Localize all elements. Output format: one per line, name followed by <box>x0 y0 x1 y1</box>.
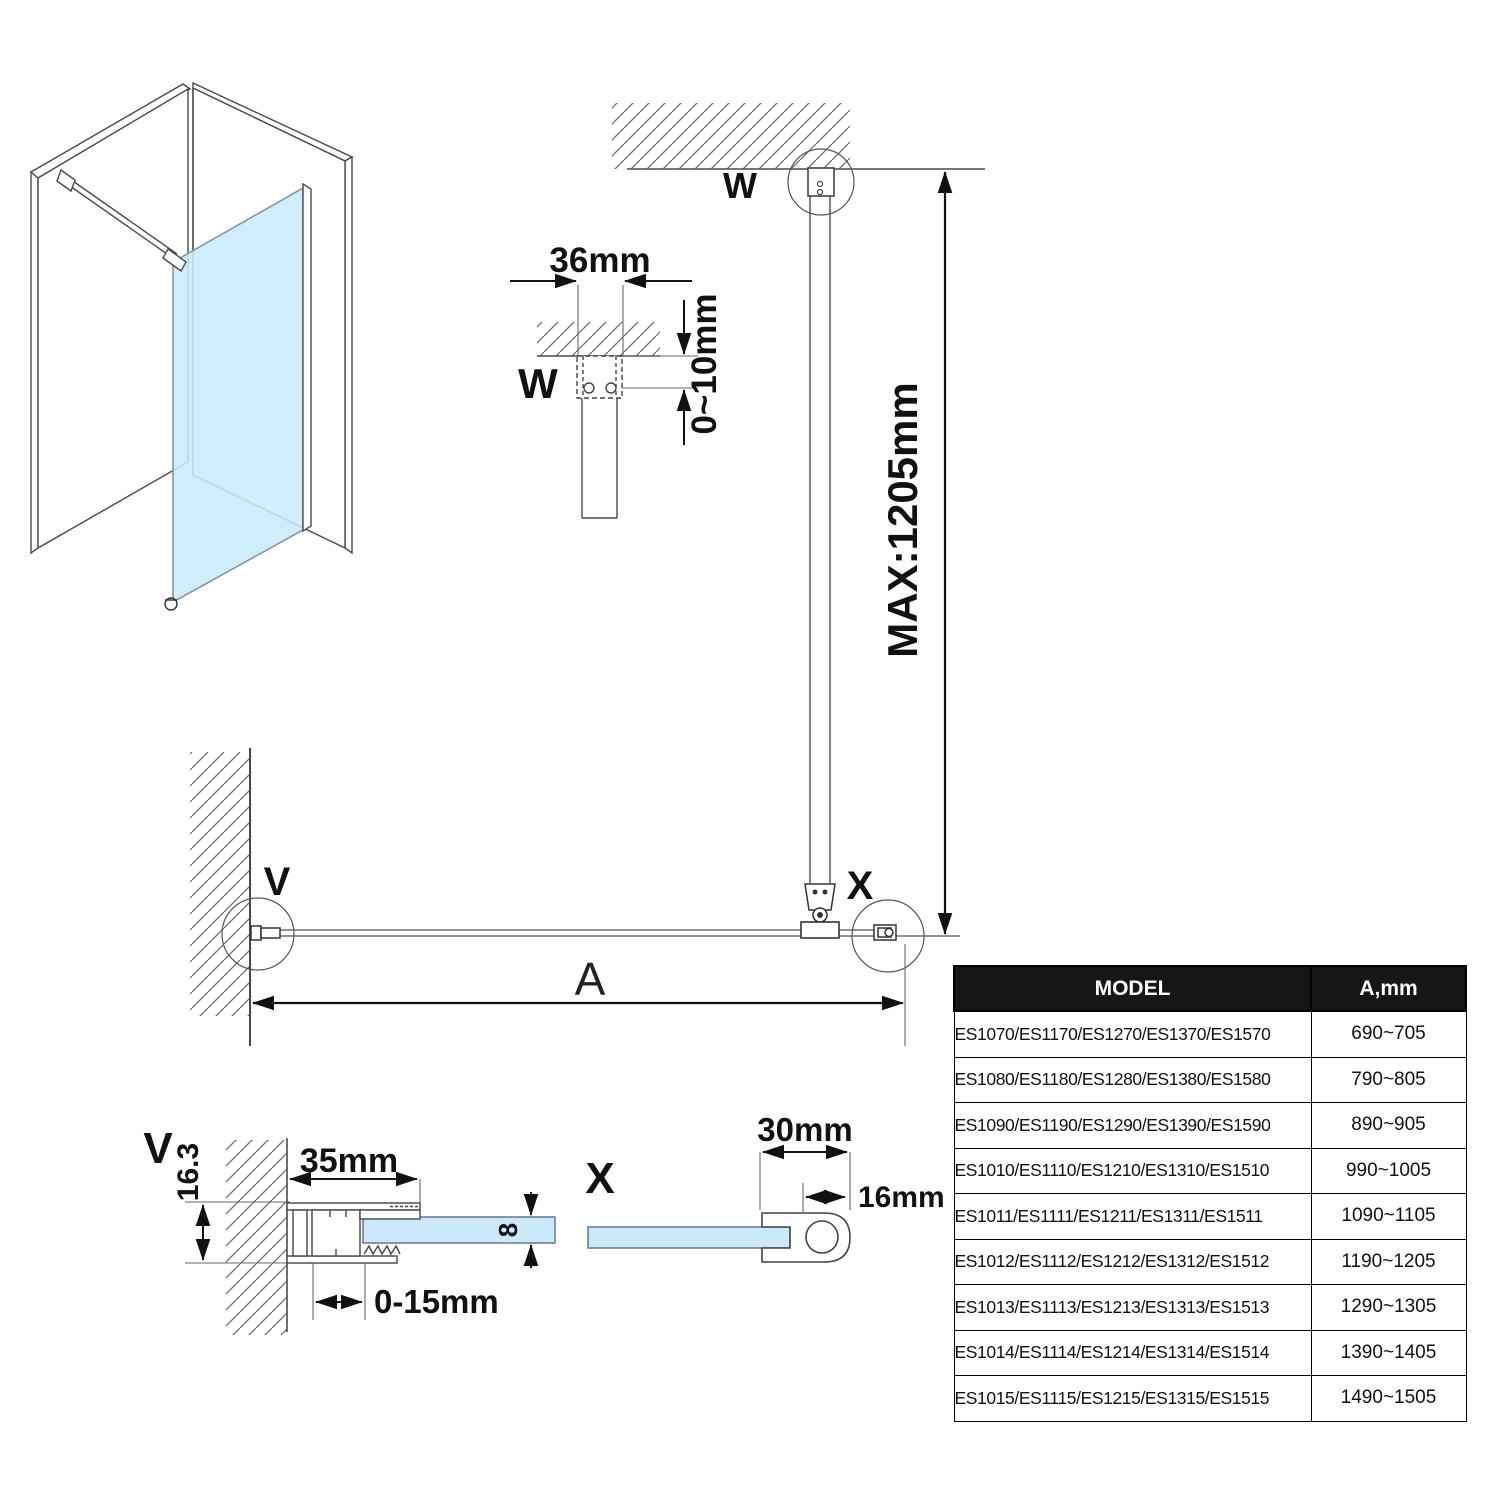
model-size-table <box>953 965 1465 1422</box>
a-range: 690~705 <box>1311 1011 1466 1057</box>
a-range: 990~1005 <box>1311 1148 1466 1194</box>
a-range: 1490~1505 <box>1311 1376 1466 1422</box>
table-row <box>954 1103 1466 1149</box>
glass-section-v <box>363 1217 555 1243</box>
detail-w-enlarged <box>510 241 724 518</box>
left-wall-side <box>31 172 38 553</box>
table-row <box>954 1376 1466 1422</box>
table-row <box>954 1239 1466 1285</box>
table-row <box>954 1194 1466 1240</box>
model-codes: ES1011/ES1111/ES1211/ES1311/ES1511 <box>954 1194 1311 1240</box>
a-range: 1290~1305 <box>1311 1285 1466 1331</box>
elevation-view <box>612 103 985 934</box>
plan-v-label: V <box>263 860 291 904</box>
dim-label-0-10mm: 0~10mm <box>685 293 724 435</box>
dim-label-36mm: 36mm <box>549 241 651 280</box>
bracket-screw-hole <box>584 383 594 393</box>
dim-label-max-1205mm: MAX:1205mm <box>879 382 926 658</box>
a-range: 1090~1105 <box>1311 1194 1466 1240</box>
detail-v-label: V <box>143 1124 173 1173</box>
model-codes: ES1080/ES1180/ES1280/ES1380/ES1580 <box>954 1057 1311 1103</box>
model-codes: ES1070/ES1170/ES1270/ES1370/ES1570 <box>954 1011 1311 1057</box>
col-header-model: MODEL <box>954 966 1311 1011</box>
wall-hatch-plan <box>190 752 250 1016</box>
ceiling-hatch <box>612 103 850 169</box>
isometric-overview <box>31 83 352 610</box>
dim-label-8: 8 <box>493 1222 523 1238</box>
wall-hatch-v <box>226 1140 287 1335</box>
detail-x-section <box>585 1111 944 1262</box>
detail-w-label: W <box>518 360 558 407</box>
plan-x-label: X <box>846 864 874 908</box>
dim-label-35mm: 35mm <box>299 1142 399 1180</box>
dim-label-0-15mm: 0-15mm <box>374 1283 499 1320</box>
ceiling-bracket-detail <box>577 356 622 398</box>
dim-label-16-3: 16.3 <box>172 1142 205 1202</box>
end-cap-plan <box>874 925 896 940</box>
bar-hinge <box>805 884 835 922</box>
table-header-row <box>954 966 1466 1011</box>
model-codes: ES1090/ES1190/ES1290/ES1390/ES1590 <box>954 1103 1311 1149</box>
bar-connector-block <box>801 922 839 938</box>
glass-panel-iso <box>173 188 303 602</box>
model-codes: ES1012/ES1112/ES1212/ES1312/ES1512 <box>954 1239 1311 1285</box>
right-wall-side <box>345 157 352 553</box>
table-row <box>954 1148 1466 1194</box>
support-bar-detail <box>582 398 617 518</box>
bracket-screw-hole <box>606 383 616 393</box>
detail-x-label: X <box>585 1154 615 1203</box>
model-codes: ES1010/ES1110/ES1210/ES1310/ES1510 <box>954 1148 1311 1194</box>
ceiling-hatch-detail <box>537 322 660 356</box>
clamp-bar-bore <box>806 1221 838 1253</box>
a-range: 1390~1405 <box>1311 1330 1466 1376</box>
wall-clamp-plan <box>251 926 280 940</box>
wall-profile-iso <box>303 184 311 531</box>
dim-label-a: A <box>574 953 606 1005</box>
table-row <box>954 1057 1466 1103</box>
a-range: 790~805 <box>1311 1057 1466 1103</box>
elevation-w-label: W <box>723 165 757 206</box>
support-bar-elevation <box>810 196 830 884</box>
dim-label-16mm: 16mm <box>858 1181 945 1214</box>
a-range: 1190~1205 <box>1311 1239 1466 1285</box>
dim-label-30mm: 30mm <box>757 1111 853 1148</box>
glass-section-x <box>588 1227 790 1248</box>
table-row <box>954 1330 1466 1376</box>
detail-v-section <box>143 1124 555 1335</box>
model-codes: ES1015/ES1115/ES1215/ES1315/ES1515 <box>954 1376 1311 1422</box>
table-row <box>954 1285 1466 1331</box>
model-codes: ES1014/ES1114/ES1214/ES1314/ES1514 <box>954 1330 1311 1376</box>
model-codes: ES1013/ES1113/ES1213/ES1313/ES1513 <box>954 1285 1311 1331</box>
a-range: 890~905 <box>1311 1103 1466 1149</box>
col-header-a-mm: A,mm <box>1311 966 1466 1011</box>
plan-view <box>190 748 960 1046</box>
table-row <box>954 1011 1466 1057</box>
